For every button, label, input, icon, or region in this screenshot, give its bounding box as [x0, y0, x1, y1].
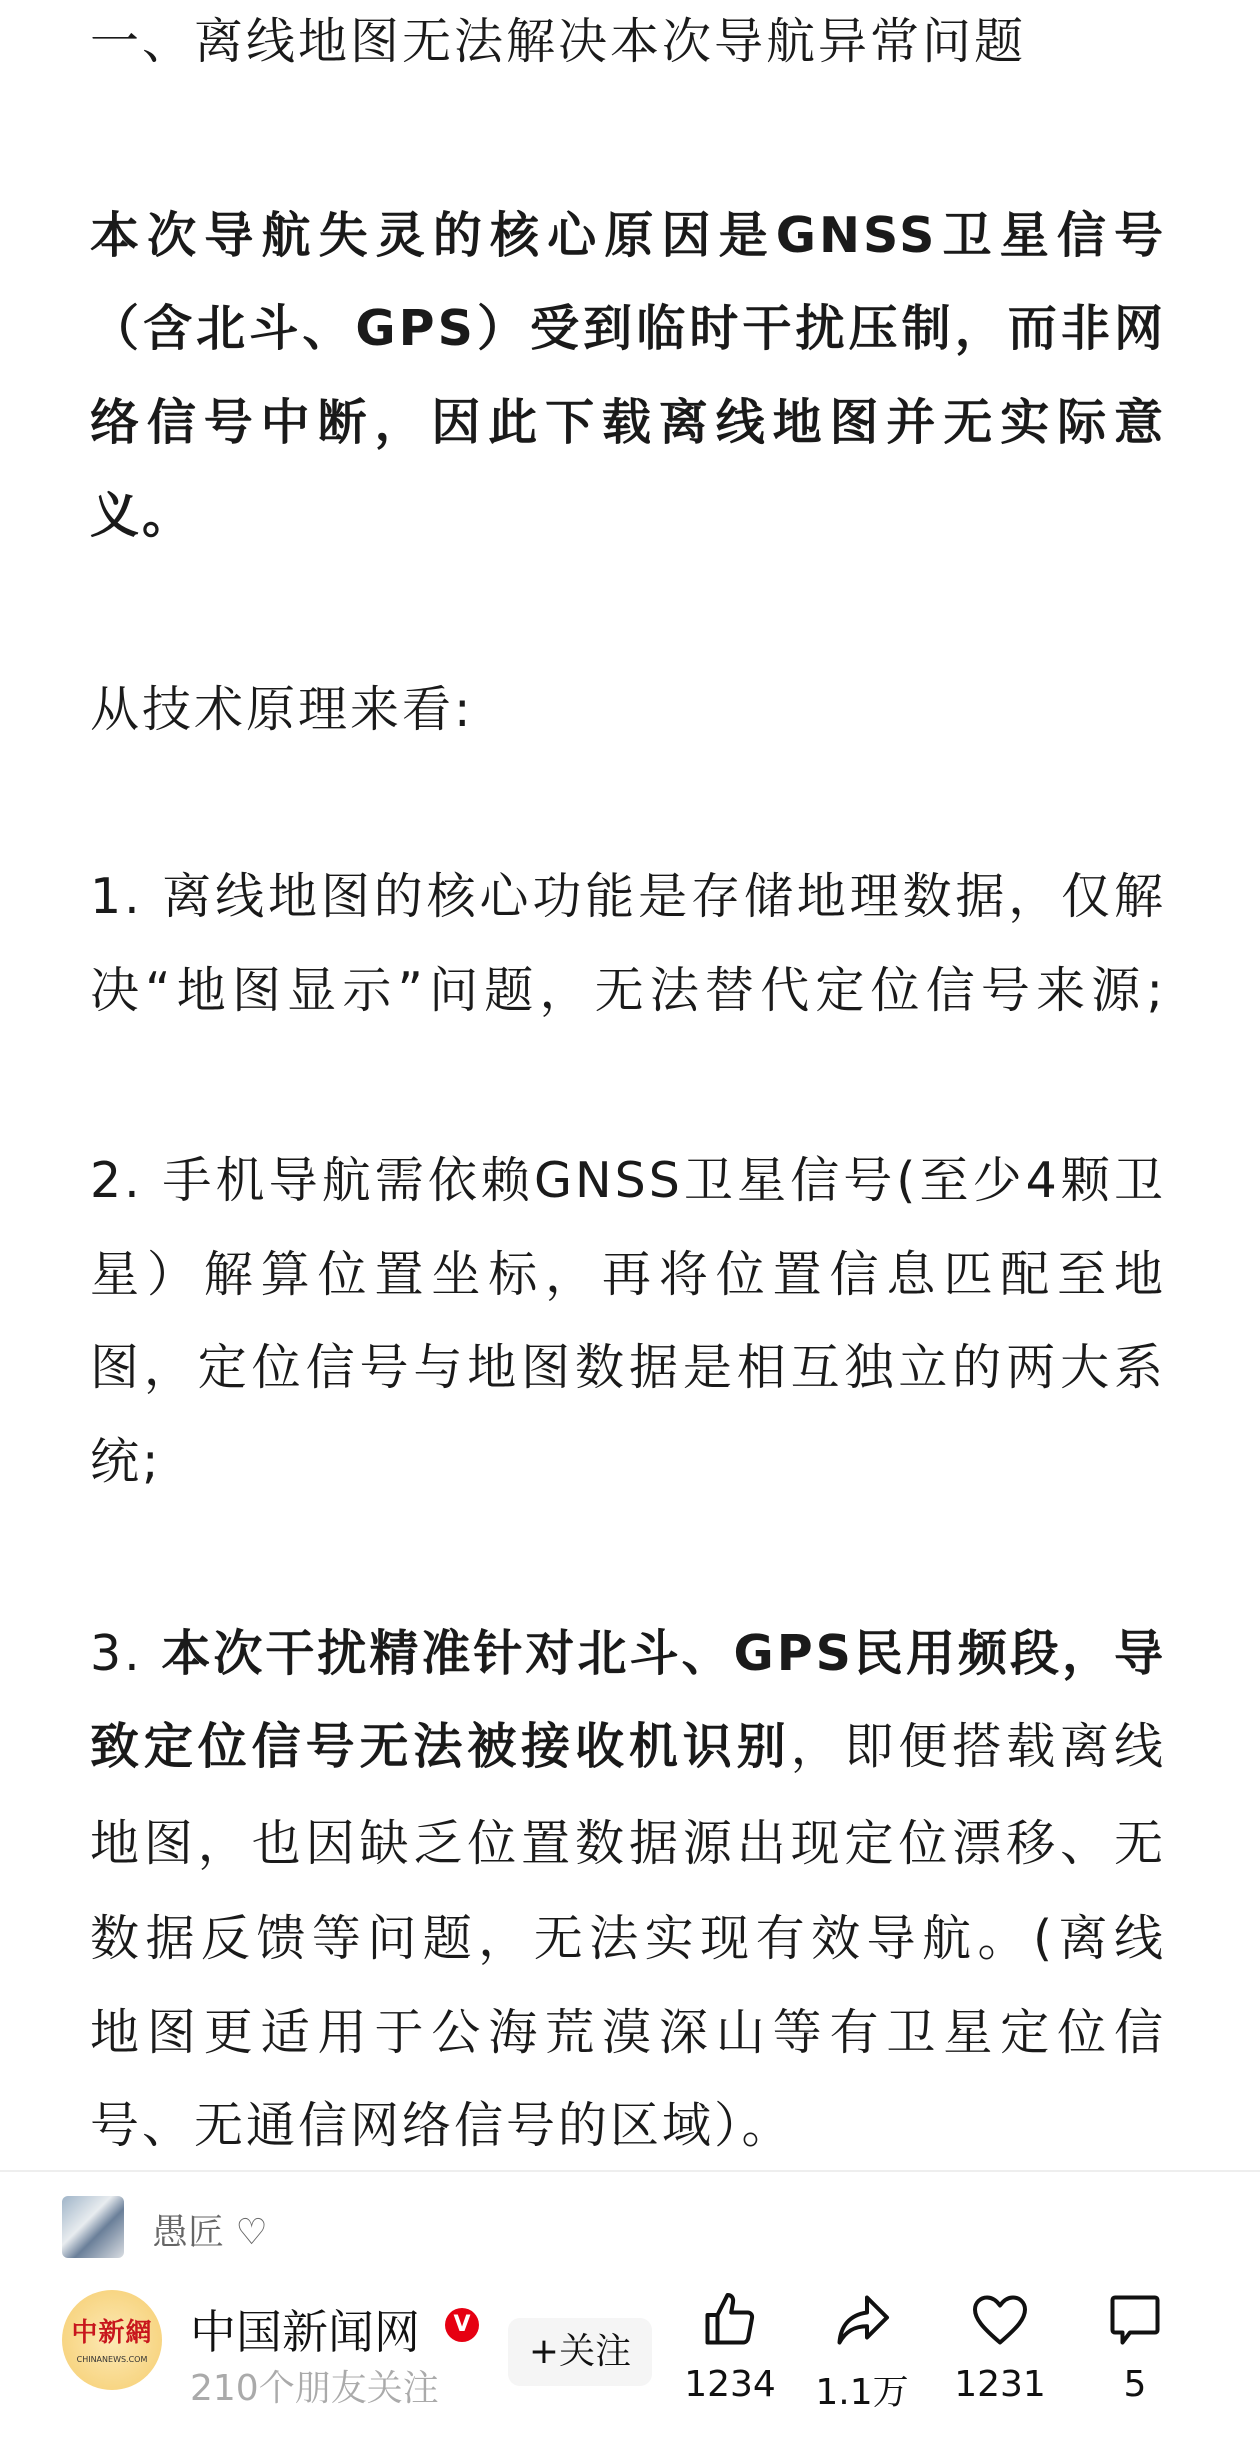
author-name[interactable]: 中国新闻网 [190, 2305, 420, 2359]
point3-rest: ，即便搭载离线 [790, 1718, 1166, 1775]
point2-line: 图，定位信号与地图数据是相互独立的两大系 [90, 1339, 1166, 1396]
like-button[interactable] [670, 2290, 790, 2405]
favorite-button[interactable] [940, 2290, 1060, 2405]
point3-prefix: 3. [90, 1625, 162, 1682]
bold-line: 络信号中断，因此下载离线地图并无实际意 [90, 394, 1166, 451]
follow-button[interactable]: +关注 [508, 2318, 652, 2386]
thumbs-up-icon [700, 2290, 760, 2350]
bold-line: （含北斗、GPS）受到临时干扰压制，而非网 [90, 300, 1166, 357]
point3-bold: 本次干扰精准针对北斗、GPS民用频段，导 [161, 1625, 1166, 1682]
heart-icon [970, 2290, 1030, 2350]
point2-line: 星）解算位置坐标，再将位置信息匹配至地 [90, 1246, 1166, 1303]
bold-line: 义。 [90, 487, 195, 544]
verified-badge-icon: V [445, 2308, 479, 2342]
follower-count: 210个朋友关注 [190, 2368, 439, 2409]
favorite-count: 1231 [954, 2364, 1046, 2405]
comment-icon [1105, 2290, 1165, 2350]
section-heading: 一、离线地图无法解决本次导航异常问题 [90, 13, 1027, 70]
point3-line: 数据反馈等问题，无法实现有效导航。(离线 [90, 1910, 1166, 1967]
point2-line: 2. 手机导航需依赖GNSS卫星信号(至少4颗卫 [90, 1152, 1166, 1209]
point1-line: 1. 离线地图的核心功能是存储地理数据，仅解 [90, 868, 1166, 925]
point3-line: 地图，也因缺乏位置数据源出现定位漂移、无 [90, 1815, 1166, 1872]
liker-avatar[interactable] [62, 2196, 124, 2258]
point3-line: 号、无通信网络信号的区域）。 [90, 2097, 794, 2154]
share-count: 1.1万 [815, 2372, 909, 2413]
point2-line: 统; [90, 1433, 162, 1490]
author-avatar[interactable] [62, 2290, 162, 2390]
share-button[interactable] [802, 2290, 922, 2415]
point3-line [90, 1717, 1166, 1777]
share-arrow-icon [832, 2290, 892, 2350]
heart-outline-icon: ♡ [235, 2212, 268, 2253]
liker-name: 愚匠 [152, 2212, 225, 2253]
divider [0, 2170, 1260, 2172]
comment-button[interactable] [1075, 2290, 1195, 2405]
intro-text: 从技术原理来看: [90, 681, 474, 738]
comment-count: 5 [1123, 2364, 1147, 2405]
like-count: 1234 [684, 2364, 776, 2405]
liker-row[interactable] [152, 2204, 268, 2255]
logo-subtext: CHINANEWS.COM [76, 2355, 148, 2364]
logo-text: 中新網 [71, 2318, 153, 2348]
bold-line: 本次导航失灵的核心原因是GNSS卫星信号 [90, 207, 1166, 264]
point3-line: 地图更适用于公海荒漠深山等有卫星定位信 [90, 2004, 1166, 2061]
point3-bold: 致定位信号无法被接收机识别 [90, 1718, 791, 1775]
point3-line [90, 1624, 1166, 1684]
point1-line: 决“地图显示”问题，无法替代定位信号来源; [90, 962, 1166, 1019]
